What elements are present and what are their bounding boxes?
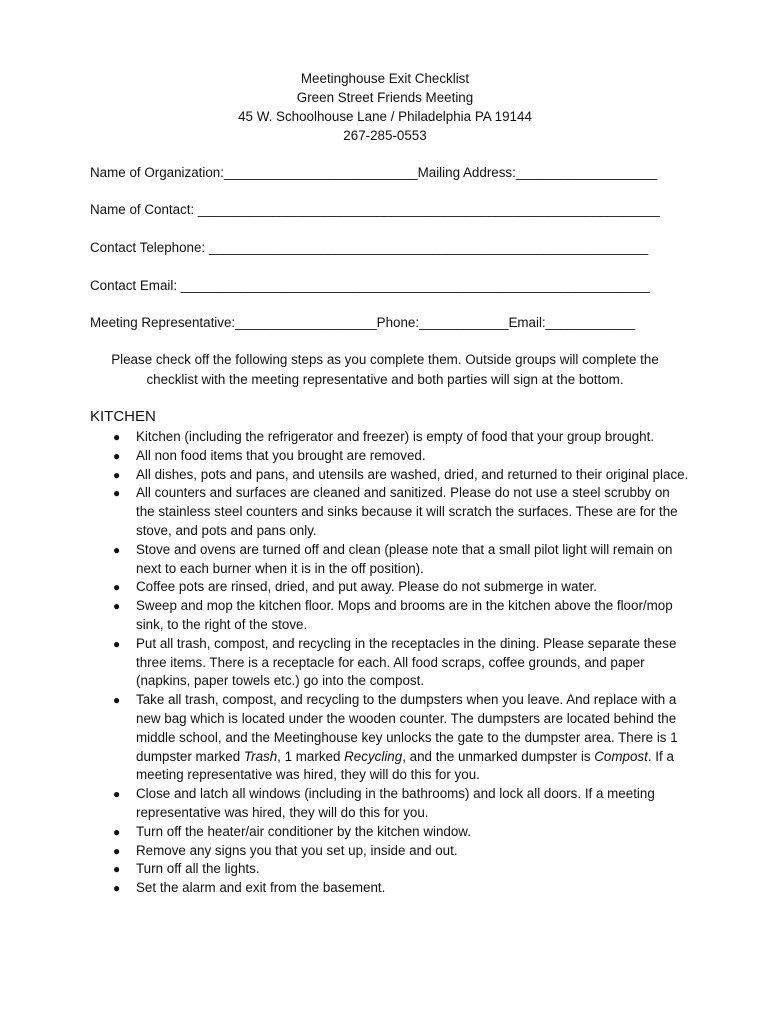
bullet-icon: ● (113, 467, 121, 482)
organization-name: Green Street Friends Meeting (296, 90, 474, 105)
item-text: , and the unmarked dumpster is (402, 748, 595, 764)
bullet-icon: ● (113, 843, 121, 858)
meeting-representative-field: Meeting Representative:___________________Phone:____________Email:____________ (90, 315, 636, 330)
bullet-icon: ● (113, 542, 121, 557)
kitchen-checklist (90, 428, 690, 898)
item-text: Turn off the heater/air conditioner by the kitchen window. (136, 823, 471, 839)
bullet-icon: ● (113, 824, 121, 839)
item-text: All counters and surfaces are cleaned and sanitized. Please do not use a steel scrubby on the stainless steel counters and sinks because it will scratch the surfaces. These are for the stove, and pots and pans only. (136, 485, 678, 538)
bullet-icon: ● (113, 787, 121, 802)
contact-name-field: Name of Contact: ______________________________________________________________ (90, 202, 660, 217)
checklist-item (90, 879, 690, 898)
phone-number: 267-285-0553 (343, 128, 427, 143)
checklist-item (90, 823, 690, 842)
item-text: Take all trash, compost, and recycling to the dumpsters when you leave. And replace with a new bag which is located under the wooden counter. The dumpsters are located behind the middle school, and the Meetinghouse key unlocks the gate to the dumpster area. There is 1 dumpster marked (136, 692, 678, 764)
checklist-item (90, 842, 690, 861)
item-text: Coffee pots are rinsed, dried, and put away. Please do not submerge in water. (136, 579, 598, 595)
document-header (0, 69, 770, 145)
bullet-icon: ● (113, 636, 121, 651)
street-address: 45 W. Schoolhouse Lane / Philadelphia PA 19144 (238, 109, 532, 124)
checklist-item (90, 484, 690, 540)
bullet-icon: ● (113, 448, 121, 463)
item-text: All dishes, pots and pans, and utensils are washed, dried, and returned to their original place. (136, 466, 689, 482)
checklist-item (90, 785, 690, 823)
item-text: Kitchen (including the refrigerator and freezer) is empty of food that your group brought. (136, 429, 655, 444)
bullet-icon: ● (113, 486, 121, 501)
emphasized-text: Recycling (344, 748, 403, 764)
item-text: Stove and ovens are turned off and clean (please note that a small pilot light will remain on next to each burner when it is in the off position). (136, 541, 673, 576)
item-text: Close and latch all windows (including in the bathrooms) and lock all doors. If a meeting representative was hired, they will do this for you. (136, 786, 655, 820)
contact-email-field: Contact Email: _______________________________________________________________ (90, 278, 650, 293)
checklist-item (90, 635, 690, 691)
organization-field: Name of Organization:__________________________Mailing Address:___________________ (90, 165, 658, 180)
checklist-item (90, 428, 690, 447)
item-text: . If a meeting representative was hired, they will do this for you. (136, 748, 674, 783)
item-text: Sweep and mop the kitchen floor. Mops and brooms are in the kitchen above the floor/mop sink, to the right of the stove. (136, 598, 673, 632)
checklist-item (90, 860, 690, 879)
bullet-icon: ● (113, 693, 121, 708)
item-text: , 1 marked (277, 748, 345, 764)
checklist-item (90, 466, 690, 485)
emphasized-text: Compost (594, 748, 648, 764)
checklist-item (90, 541, 690, 579)
bullet-icon: ● (113, 580, 121, 595)
item-text: Put all trash, compost, and recycling in the receptacles in the dining. Please separate these three items. There is a receptacle for each. All food scraps, coffee grounds, and paper (napkins, paper towels etc.) go into the compost. (136, 635, 677, 689)
bullet-icon: ● (113, 599, 121, 614)
item-text: All non food items that you brought are removed. (136, 447, 426, 463)
bullet-icon: ● (113, 881, 121, 896)
emphasized-text: Trash (243, 748, 278, 764)
checklist-item (90, 691, 690, 785)
bullet-icon: ● (113, 862, 121, 877)
document-title: Meetinghouse Exit Checklist (300, 71, 470, 86)
checklist-item (90, 447, 690, 466)
checklist-item (90, 597, 690, 635)
kitchen-section-title: KITCHEN (90, 408, 156, 425)
checklist-item (90, 578, 690, 597)
contact-telephone-field: Contact Telephone: ___________________________________________________________ (90, 240, 649, 255)
item-text: Set the alarm and exit from the basement. (136, 880, 386, 896)
item-text: Remove any signs you that you set up, inside and out. (136, 842, 458, 858)
bullet-icon: ● (113, 430, 121, 444)
item-text: Turn off all the lights. (136, 861, 260, 877)
instructions-paragraph: Please check off the following steps as you complete them. Outside groups will complete the checklist with the meeting representative and both parties will sign at the bottom. (111, 352, 659, 387)
